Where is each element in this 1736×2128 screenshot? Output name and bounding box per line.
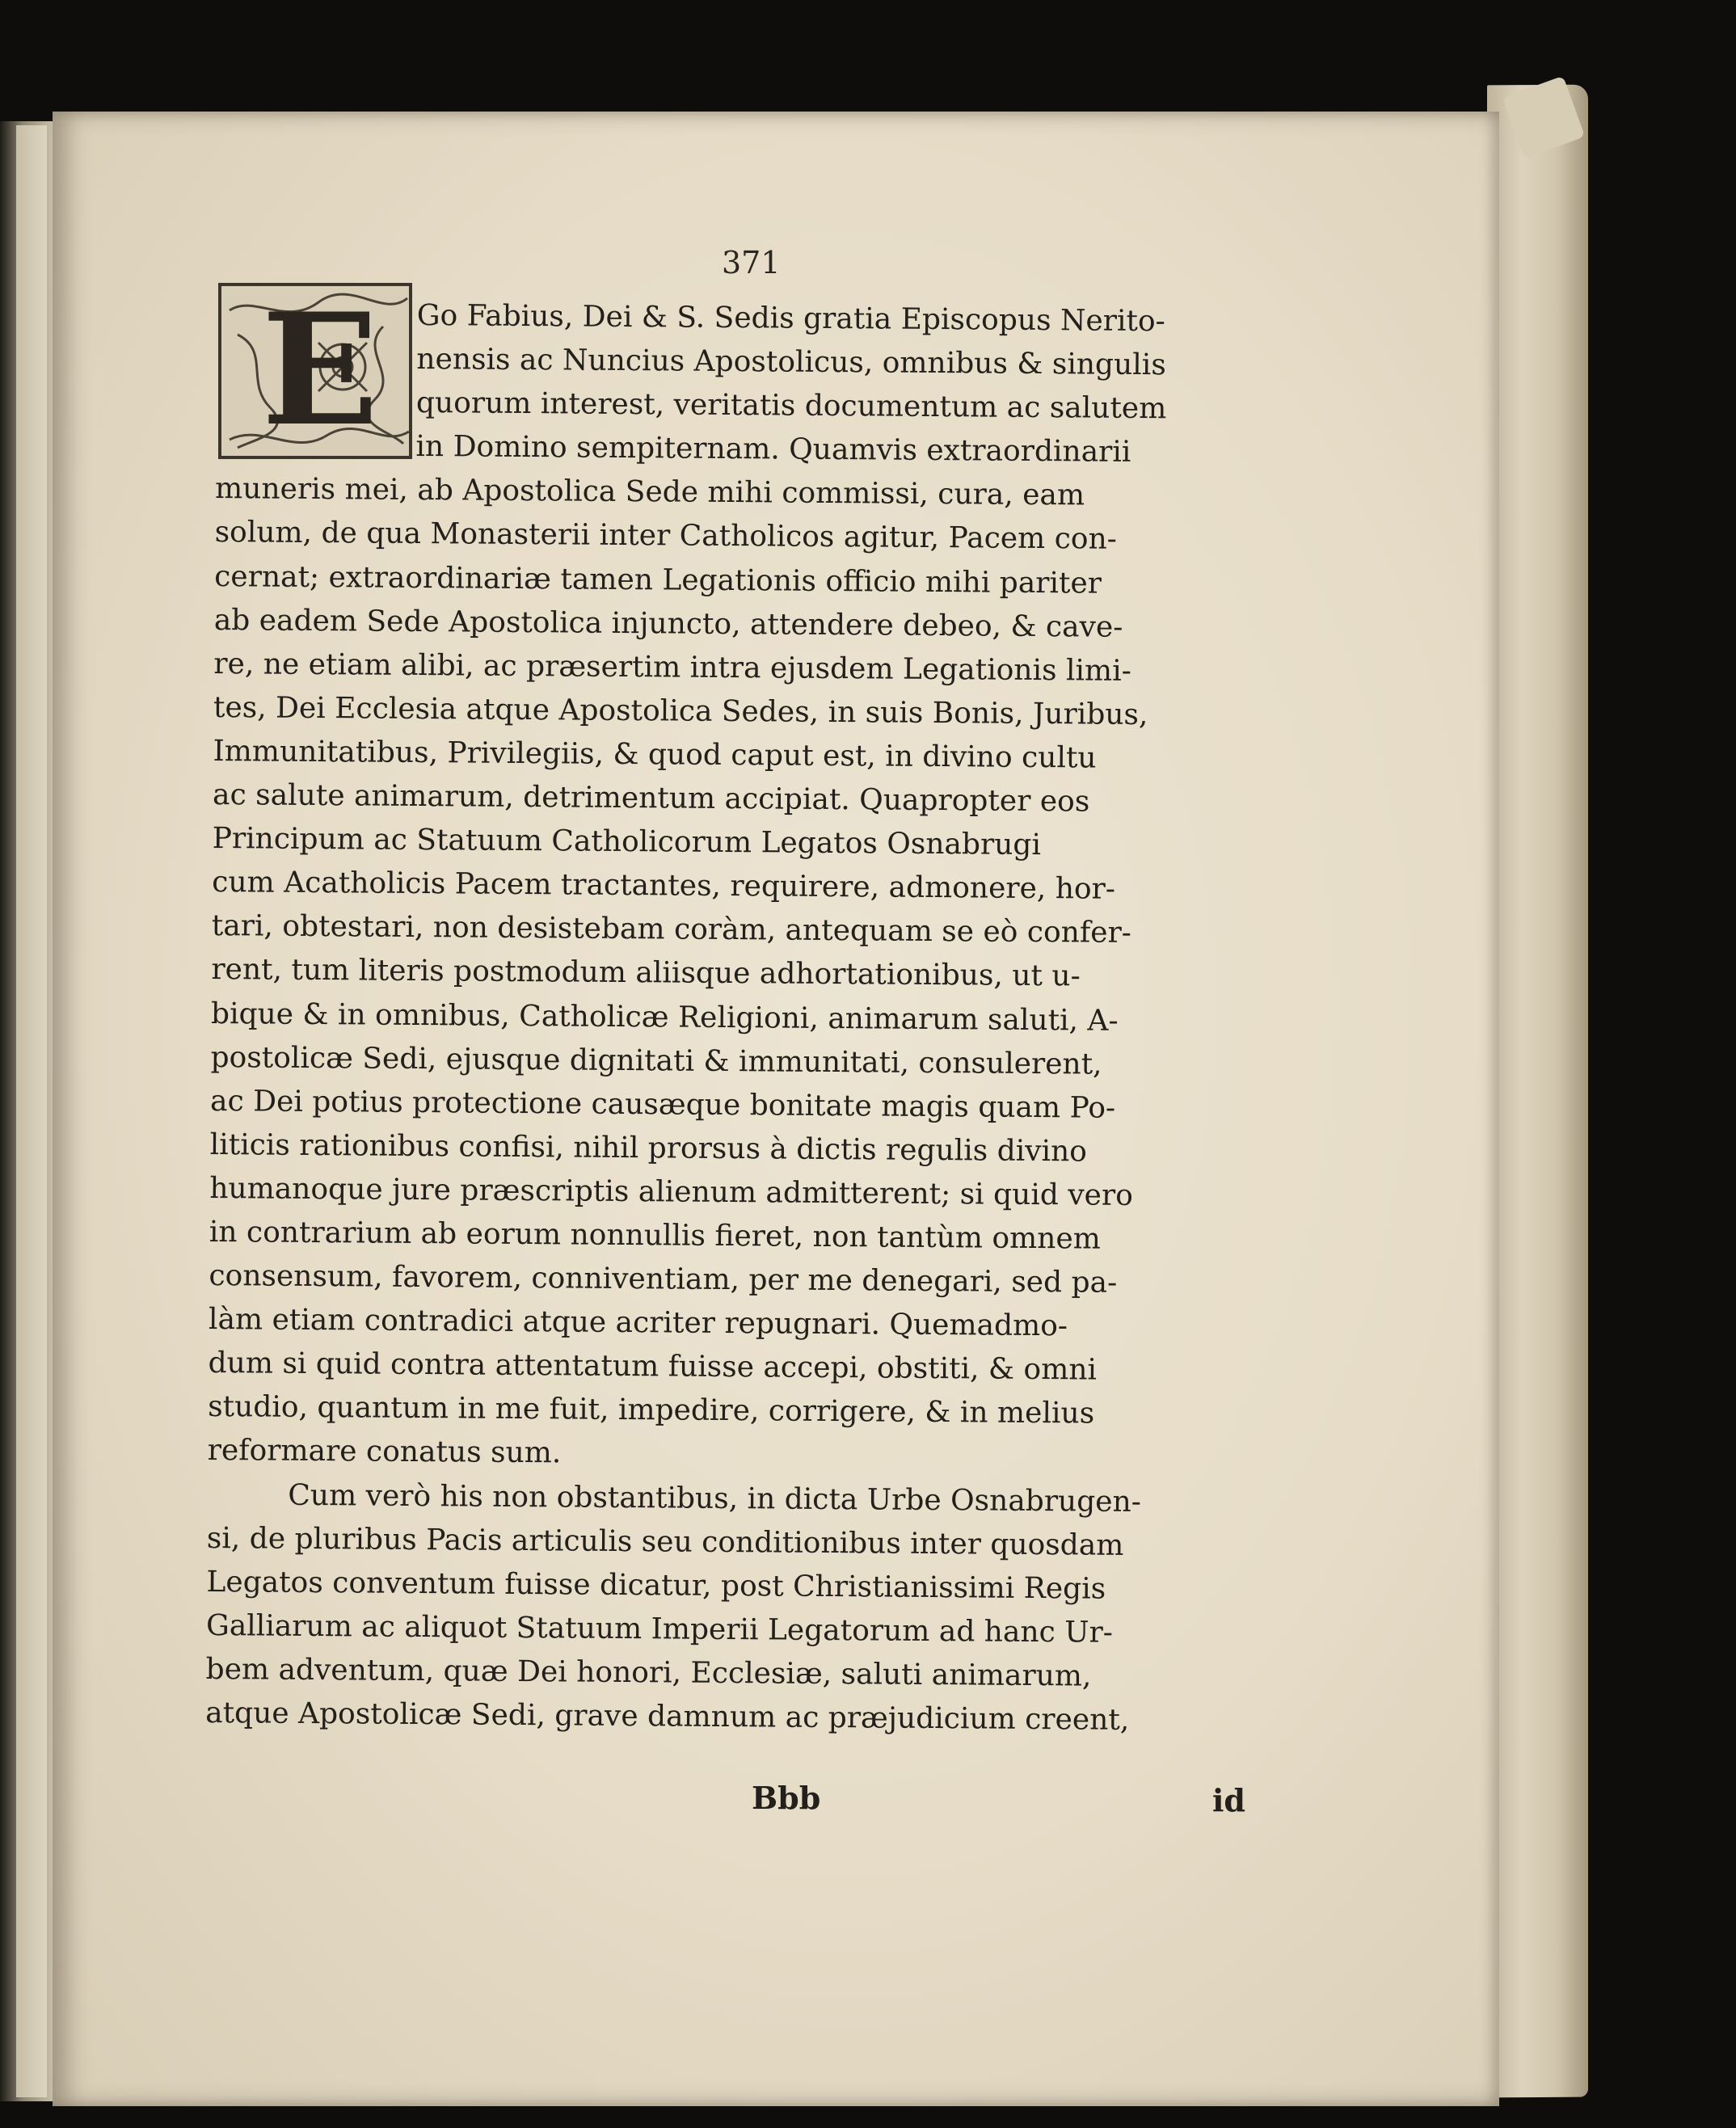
text-line: ac Dei potius protectione causæque bonitate magis quam Po- [209, 1084, 1116, 1125]
text-line: atque Apostolicæ Sedi, grave damnum ac præjudicium creent, [205, 1696, 1130, 1737]
text-line: reformare conatus sum. [207, 1434, 562, 1470]
text-line: Principum ac Statuum Catholicorum Legatos Osnabrugi [212, 822, 1042, 862]
body-text [205, 293, 1271, 1743]
text-line: dum si quid contra attentatum fuisse accepi, obstiti, & omni [208, 1346, 1098, 1387]
text-line: ab eadem Sede Apostolica injuncto, attendere debeo, & cave- [213, 603, 1123, 644]
text-line: muneris mei, ab Apostolica Sede mihi commissi, cura, eam [214, 472, 1085, 512]
left-page-gutter [16, 125, 47, 2097]
text-line: consensum, favorem, conniventiam, per me denegari, sed pa- [209, 1259, 1118, 1300]
text-line: cernat; extraordinariæ tamen Legationis officio mihi pariter [214, 559, 1102, 600]
text-line: bique & in omnibus, Catholicæ Religioni, animarum saluti, A- [210, 997, 1119, 1038]
text-line: humanoque jure præscriptis alienum admitterent; si quid vero [209, 1171, 1133, 1212]
text-line: re, ne etiam alibi, ac præsertim intra ejusdem Legationis limi- [213, 647, 1132, 688]
page-number: 371 [722, 245, 781, 280]
text-line: studio, quantum in me fuit, impedire, corrigere, & in melius [208, 1390, 1095, 1431]
text-line: cum Acatholicis Pacem tractantes, requirere, admonere, hor- [212, 866, 1116, 906]
text-line: Legatos conventum fuisse dicatur, post Christianissimi Regis [206, 1565, 1106, 1606]
initial-letter: E [261, 283, 379, 459]
text-line: solum, de qua Monasterii inter Catholicos agitur, Pacem con- [214, 516, 1118, 557]
text-line: Immunitatibus, Privilegiis, & quod caput est, in divino cultu [213, 734, 1097, 775]
text-line: si, de pluribus Pacis articulis seu conditionibus inter quosdam [206, 1521, 1124, 1562]
text-line: ac salute animarum, detrimentum accipiat. Quapropter eos [212, 778, 1090, 819]
text-line: nensis ac Nuncius Apostolicus, omnibus & singulis [416, 343, 1166, 382]
signature-mark: Bbb [752, 1780, 821, 1816]
text-line: in contrarium ab eorum nonnullis fieret, non tantùm omnem [209, 1215, 1102, 1256]
text-line: Go Fabius, Dei & S. Sedis gratia Episcopus Nerito- [416, 298, 1165, 339]
text-line: làm etiam contradici atque acriter repugnari. Quemadmo- [208, 1303, 1068, 1343]
text-line: bem adventum, quæ Dei honori, Ecclesiæ, saluti animarum, [205, 1652, 1092, 1693]
text-line: liticis rationibus confisi, nihil prorsus à dictis regulis divino [209, 1127, 1088, 1169]
text-line: tari, obtestari, non desistebam coràm, antequam se eò confer- [211, 909, 1132, 950]
text-line: Cum verò his non obstantibus, in dicta Urbe Osnabrugen- [288, 1478, 1142, 1519]
text-line: Galliarum ac aliquot Statuum Imperii Legatorum ad hanc Ur- [205, 1608, 1114, 1650]
text-line: in Domino sempiternam. Quamvis extraordinarii [415, 430, 1131, 470]
text-line: postolicæ Sedi, ejusque dignitati & immunitati, consulerent, [210, 1040, 1102, 1081]
book-cover-edge [1487, 85, 1588, 2098]
text-line: rent, tum literis postmodum aliisque adhortationibus, ut u- [211, 953, 1081, 993]
text-line: quorum interest, veritatis documentum ac salutem [415, 386, 1167, 426]
catchword: id [1212, 1782, 1246, 1818]
text-line: tes, Dei Ecclesia atque Apostolica Sedes, in suis Bonis, Juribus, [213, 690, 1148, 731]
